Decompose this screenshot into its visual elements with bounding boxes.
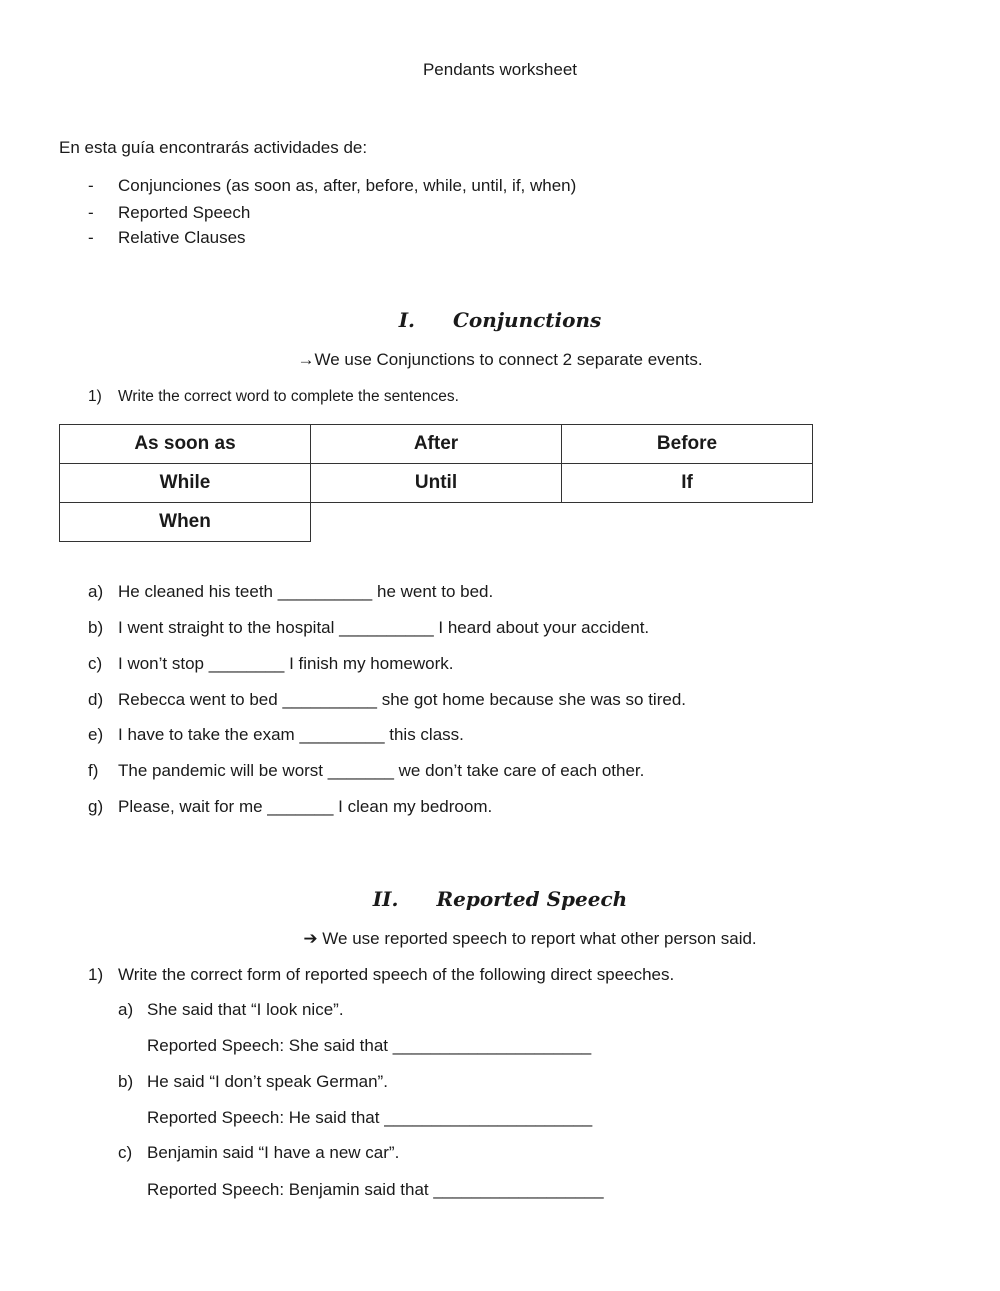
sentence-text: I won’t stop ________ I finish my homework. — [118, 654, 454, 673]
sentence-text: He cleaned his teeth __________ he went to bed. — [118, 582, 494, 601]
item-letter: c) — [88, 654, 103, 673]
direct-speech-text: He said “I don’t speak German”. — [147, 1072, 388, 1091]
topic-text: Reported Speech — [118, 203, 251, 222]
topic-text: Relative Clauses — [118, 228, 246, 247]
reported-speech-line: Reported Speech: He said that ______________________ — [147, 1108, 593, 1127]
word-bank-cell: After — [311, 425, 562, 464]
topic-item — [88, 176, 576, 196]
word-bank-cell: If — [562, 464, 813, 503]
sentence-text: I went straight to the hospital __________ I heard about your accident. — [118, 618, 650, 637]
item-letter: a) — [88, 582, 104, 601]
instruction-number: 1) — [88, 388, 102, 405]
item-letter: f) — [88, 761, 99, 780]
direct-speech-item — [118, 1143, 399, 1163]
item-letter: d) — [88, 690, 104, 709]
word-bank-table — [59, 424, 813, 542]
direct-speech-item — [118, 1072, 388, 1092]
topic-item — [88, 228, 246, 248]
direct-speech-item — [118, 1000, 344, 1020]
word-bank-row — [60, 425, 813, 464]
item-letter: b) — [118, 1072, 134, 1091]
empty-cell — [311, 503, 562, 542]
section-number: II. — [372, 887, 399, 911]
intro-text: En esta guía encontrarás actividades de: — [59, 138, 368, 157]
section-title: Conjunctions — [453, 308, 602, 332]
word-bank-cell: As soon as — [60, 425, 311, 464]
sentence-item — [88, 690, 686, 710]
instruction-text: Write the correct form of reported speech of the following direct speeches. — [118, 965, 675, 984]
empty-cell — [562, 503, 813, 542]
instruction-number: 1) — [88, 965, 104, 984]
word-bank-cell: While — [60, 464, 311, 503]
instruction — [88, 388, 459, 406]
sentence-text: Rebecca went to bed __________ she got home because she was so tired. — [118, 690, 686, 709]
sentence-item — [88, 654, 453, 674]
sentence-text: I have to take the exam _________ this class. — [118, 725, 464, 744]
reported-speech-line: Reported Speech: She said that _____________________ — [147, 1036, 592, 1055]
sentence-item — [88, 582, 493, 602]
item-letter: g) — [88, 797, 104, 816]
item-letter: c) — [118, 1143, 133, 1162]
section-title: Reported Speech — [436, 887, 628, 911]
bullet-dash: - — [88, 176, 94, 195]
section-heading-reported-speech — [0, 887, 1000, 911]
sentence-item — [88, 725, 464, 745]
item-letter: a) — [118, 1000, 134, 1019]
bullet-dash: - — [88, 203, 94, 222]
sentence-text: The pandemic will be worst _______ we don’t take care of each other. — [118, 761, 645, 780]
section-heading-conjunctions — [0, 308, 1000, 332]
reported-speech-line: Reported Speech: Benjamin said that __________________ — [147, 1180, 604, 1199]
instruction-text: Write the correct word to complete the sentences. — [118, 388, 459, 405]
bullet-dash: - — [88, 228, 94, 247]
word-bank-cell: Before — [562, 425, 813, 464]
instruction — [88, 965, 674, 985]
page-title: Pendants worksheet — [422, 60, 578, 79]
sentence-item — [88, 761, 644, 781]
word-bank-cell: When — [60, 503, 311, 542]
sentence-text: Please, wait for me _______ I clean my bedroom. — [118, 797, 493, 816]
section-number: I. — [398, 308, 416, 332]
item-letter: e) — [88, 725, 104, 744]
topic-item — [88, 203, 250, 223]
sentence-item — [88, 797, 492, 817]
section-note: ➔ We use reported speech to report what other person said. — [303, 929, 757, 948]
word-bank-row — [60, 503, 813, 542]
word-bank-cell: Until — [311, 464, 562, 503]
sentence-item — [88, 618, 649, 638]
item-letter: b) — [88, 618, 104, 637]
word-bank-row — [60, 464, 813, 503]
direct-speech-text: She said that “I look nice”. — [147, 1000, 344, 1019]
section-note: →We use Conjunctions to connect 2 separate events. — [297, 350, 703, 369]
direct-speech-text: Benjamin said “I have a new car”. — [147, 1143, 400, 1162]
topic-text: Conjunciones (as soon as, after, before, while, until, if, when) — [118, 176, 577, 195]
